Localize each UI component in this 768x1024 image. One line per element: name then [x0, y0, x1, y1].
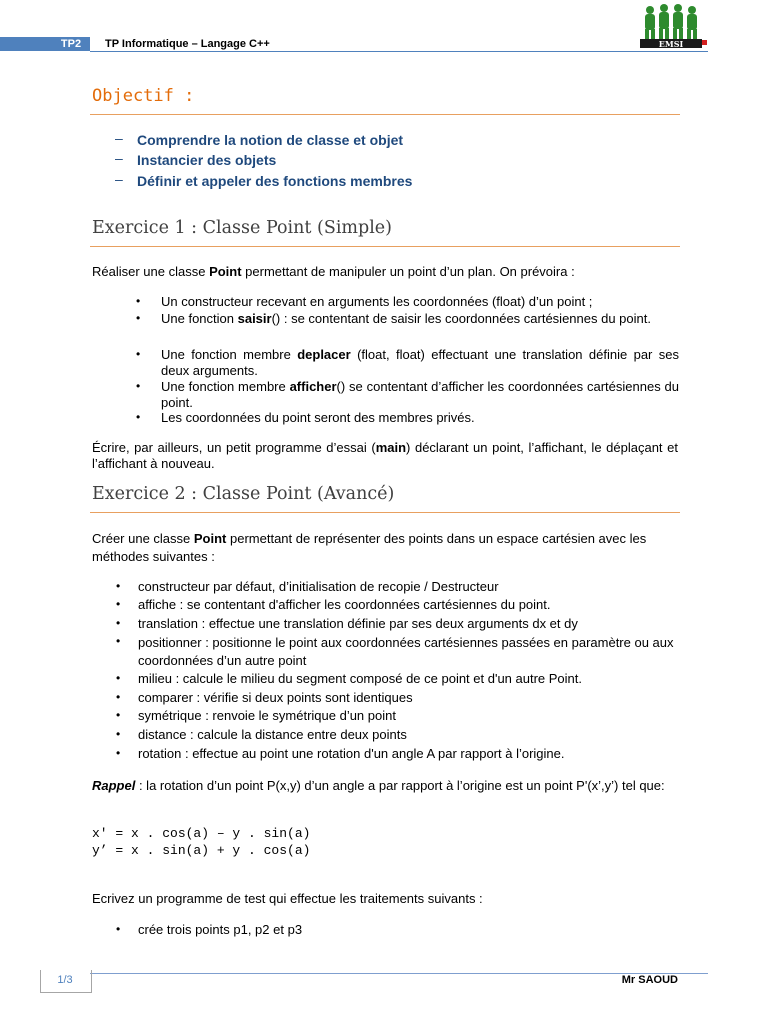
- bullet-marker: •: [136, 347, 141, 361]
- method-item: affiche : se contentant d'afficher les coordonnées cartésiennes du point.: [138, 597, 551, 612]
- emsi-logo: [636, 2, 708, 50]
- dash-marker: –: [115, 171, 123, 187]
- objectif-heading: Objectif :: [92, 86, 195, 106]
- bullet-marker: •: [116, 727, 121, 741]
- bullet-marker: •: [116, 579, 121, 593]
- test-intro: Ecrivez un programme de test qui effectue les traitements suivants :: [92, 891, 483, 906]
- exercice-2-intro: Créer une classe Point permettant de représenter des points dans un espace cartésien avec les méthodes suivantes :: [92, 531, 647, 564]
- bullet-marker: •: [136, 379, 141, 393]
- exercice-1-bullet: Les coordonnées du point seront des membres privés.: [161, 410, 475, 425]
- objectif-item: Définir et appeler des fonctions membres: [137, 173, 413, 189]
- dash-marker: –: [115, 130, 123, 146]
- method-item: distance : calcule la distance entre deux points: [138, 727, 407, 742]
- exercice-1-heading: Exercice 1 : Classe Point (Simple): [92, 218, 392, 238]
- method-item: positionner : positionne le point aux coordonnées cartésiennes passées en paramètre ou aux coordonnées d’un autre point: [138, 635, 674, 668]
- objectif-item: Comprendre la notion de classe et objet: [137, 132, 404, 148]
- bullet-marker: •: [136, 311, 141, 325]
- method-item: symétrique : renvoie le symétrique d’un point: [138, 708, 396, 723]
- method-item: comparer : vérifie si deux points sont identiques: [138, 690, 413, 705]
- bullet-marker: •: [116, 708, 121, 722]
- exercice-2-heading: Exercice 2 : Classe Point (Avancé): [92, 484, 395, 504]
- bullet-marker: •: [136, 410, 141, 424]
- method-item: translation : effectue une translation définie par ses deux arguments dx et dy: [138, 616, 578, 631]
- test-item: crée trois points p1, p2 et p3: [138, 922, 303, 937]
- rappel-paragraph: Rappel : la rotation d’un point P(x,y) d’un angle a par rapport à l’origine est un point P'(x’,y’) tel que:: [92, 778, 665, 793]
- exercice-1-bullet: Une fonction saisir() : se contentant de saisir les coordonnées cartésiennes du point.: [161, 311, 651, 326]
- exercice-1-bullet: Une fonction membre deplacer (float, float) effectuant une translation définie par ses deux arguments.: [161, 347, 679, 378]
- bullet-marker: •: [116, 634, 121, 648]
- exercice-1-rule: [90, 246, 680, 247]
- header-title: TP Informatique – Langage C++: [105, 38, 270, 50]
- exercice-2-rule: [90, 512, 680, 513]
- exercice-1-bullet: Une fonction membre afficher() se contentant d’afficher les coordonnées cartésiennes du point.: [161, 379, 679, 410]
- exercice-1-bullet: Un constructeur recevant en arguments les coordonnées (float) d’un point ;: [161, 294, 593, 309]
- bullet-marker: •: [116, 690, 121, 704]
- bullet-marker: •: [116, 616, 121, 630]
- svg-text:EMSI: EMSI: [658, 39, 684, 49]
- exercice-1-intro: Réaliser une classe Point permettant de manipuler un point d’un plan. On prévoira :: [92, 264, 575, 279]
- formula-line: y’ = x . sin(a) + y . cos(a): [92, 843, 311, 858]
- objectif-item: Instancier des objets: [137, 152, 277, 168]
- objectif-rule: [90, 114, 680, 115]
- bullet-marker: •: [116, 746, 121, 760]
- bullet-marker: •: [116, 922, 121, 936]
- footer-author: Mr SAOUD: [621, 974, 678, 986]
- method-item: constructeur par défaut, d’initialisation de recopie / Destructeur: [138, 579, 499, 594]
- page-number: 1/3: [57, 974, 73, 986]
- bullet-marker: •: [136, 294, 141, 308]
- bullet-marker: •: [116, 671, 121, 685]
- exercice-1-outro: Écrire, par ailleurs, un petit programme d’essai (main) déclarant un point, l’affichant, le déplaçant et l’affichant à nouveau.: [92, 440, 678, 471]
- header-rule: [90, 51, 708, 52]
- header-tag: TP2: [60, 38, 82, 50]
- method-item: rotation : effectue au point une rotation d'un angle A par rapport à l’origine.: [138, 746, 565, 761]
- formula-line: x' = x . cos(a) – y . sin(a): [92, 826, 311, 841]
- method-item: milieu : calcule le milieu du segment composé de ce point et d'un autre Point.: [138, 671, 583, 686]
- dash-marker: –: [115, 150, 123, 166]
- bullet-marker: •: [116, 597, 121, 611]
- rappel-label: Rappel: [92, 778, 136, 793]
